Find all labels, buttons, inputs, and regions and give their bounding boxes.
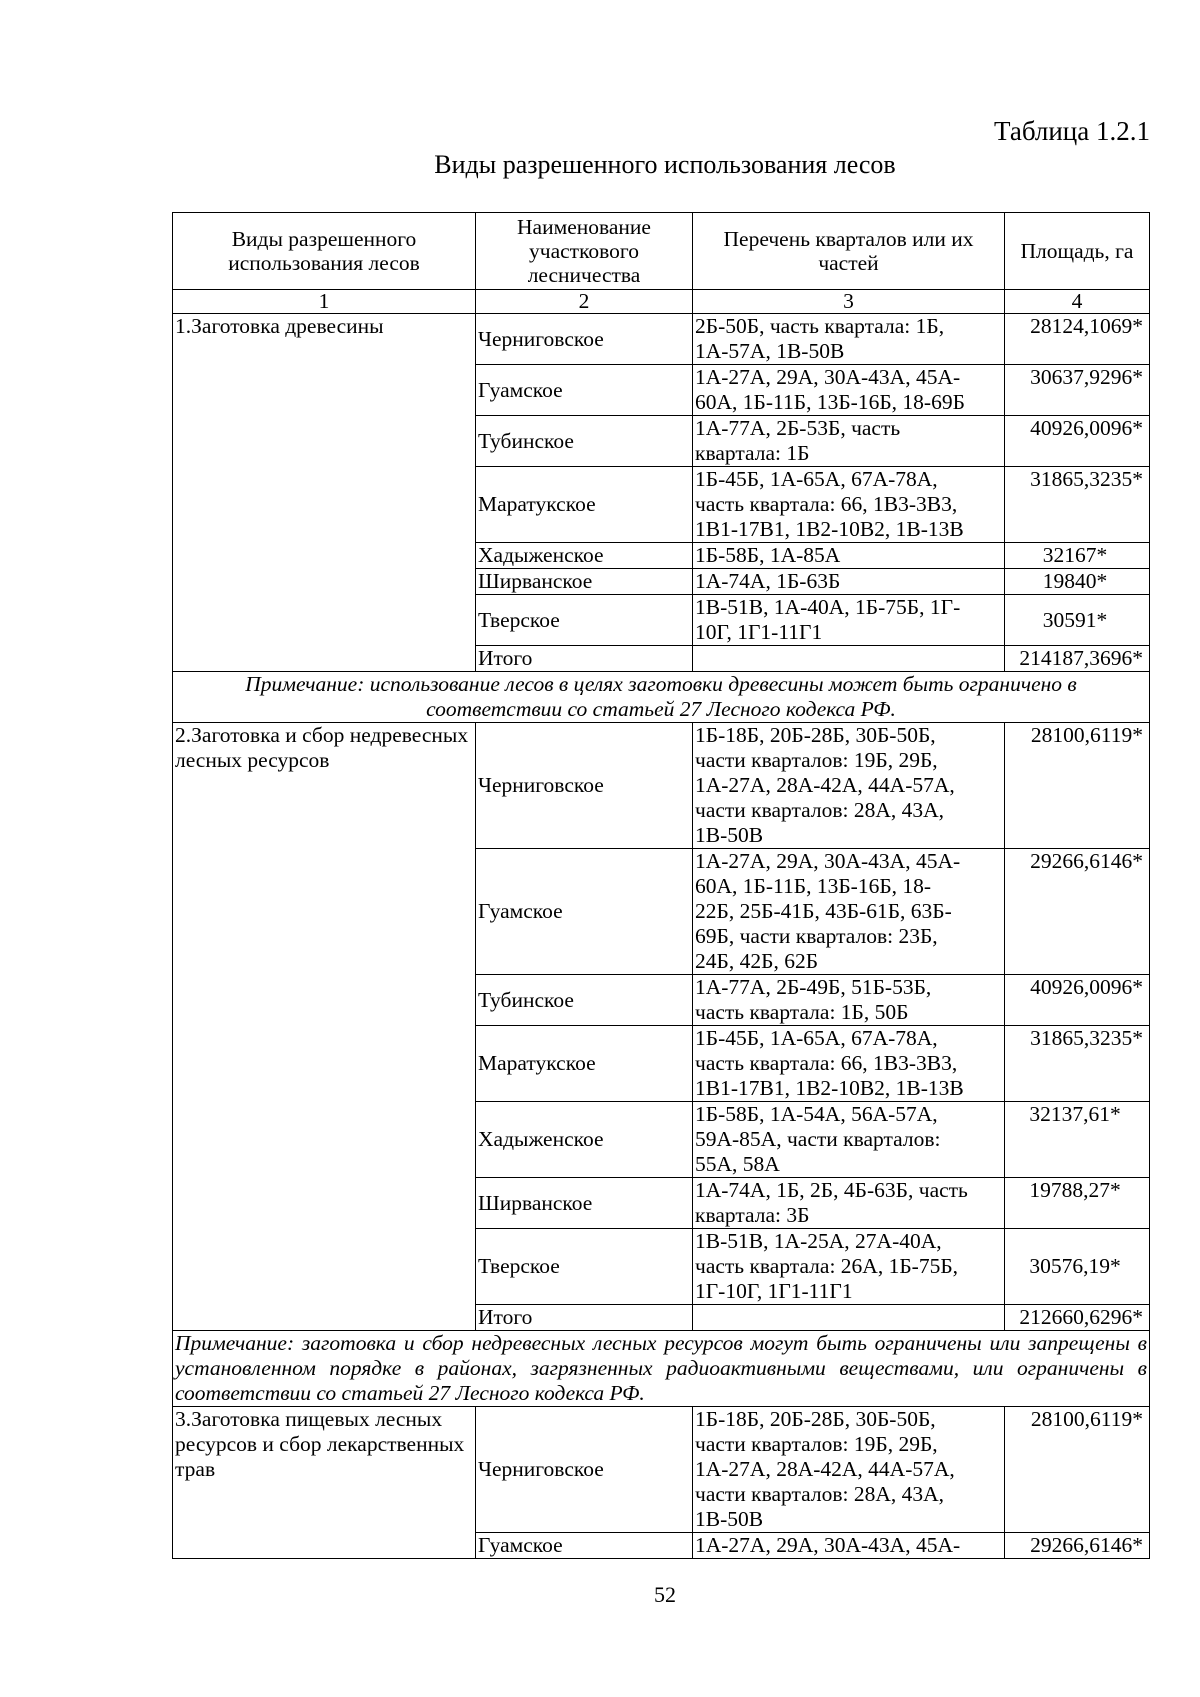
quarters-cell <box>693 1533 1005 1559</box>
quarters-line: часть квартала: 1Б, 50Б <box>695 1000 909 1024</box>
quarters-cell <box>693 1407 1005 1533</box>
header-use-type: Виды разрешенного использования лесов <box>173 213 476 290</box>
area-value: 40926,0096* <box>1005 975 1150 1026</box>
total-quarters-empty <box>693 1305 1005 1331</box>
quarters-line: 1Б-58Б, 1А-85А <box>695 543 841 567</box>
quarters-line: 1А-57А, 1В-50В <box>695 339 845 363</box>
forestry-name: Черниговское <box>476 723 693 849</box>
table-row <box>173 723 1150 849</box>
quarters-line: 59А-85А, части кварталов: <box>695 1127 941 1151</box>
area-value: 29266,6146* <box>1005 849 1150 975</box>
quarters-line: 1А-74А, 1Б, 2Б, 4Б-63Б, часть <box>695 1178 968 1202</box>
quarters-cell <box>693 569 1005 595</box>
table-row <box>173 314 1150 365</box>
quarters-line: части кварталов: 19Б, 29Б, <box>695 748 938 772</box>
quarters-line: 1А-27А, 28А-42А, 44А-57А, <box>695 1457 955 1481</box>
area-value: 28100,6119* <box>1005 1407 1150 1533</box>
quarters-line: 24Б, 42Б, 62Б <box>695 949 819 973</box>
area-value: 30576,19* <box>1005 1229 1150 1305</box>
forest-use-table <box>172 212 1150 1559</box>
area-value: 29266,6146* <box>1005 1533 1150 1559</box>
area-value: 32137,61* <box>1005 1102 1150 1178</box>
section-note: Примечание: заготовка и сбор недревесных лесных ресурсов могут быть ограничены или запрещены в установленном порядке в районах, загрязненных радиоактивными веществами, или ограничены в соответствии со статьей 27 Лесного кодекса РФ. <box>173 1331 1150 1407</box>
forestry-name: Хадыженское <box>476 543 693 569</box>
area-value: 40926,0096* <box>1005 416 1150 467</box>
quarters-line: 60А, 1Б-11Б, 13Б-16Б, 18-69Б <box>695 390 965 414</box>
header-forestry-name: Наименование участкового лесничества <box>476 213 693 290</box>
quarters-line: 1Б-45Б, 1А-65А, 67А-78А, <box>695 1026 938 1050</box>
quarters-line: часть квартала: 66, 1В3-3В3, <box>695 492 958 516</box>
forestry-name: Тверское <box>476 1229 693 1305</box>
total-quarters-empty <box>693 646 1005 672</box>
area-value: 19840* <box>1005 569 1150 595</box>
quarters-cell <box>693 975 1005 1026</box>
quarters-cell <box>693 1229 1005 1305</box>
column-number: 1 <box>173 290 476 314</box>
quarters-line: 1Б-58Б, 1А-54А, 56А-57А, <box>695 1102 938 1126</box>
forestry-name: Гуамское <box>476 849 693 975</box>
quarters-cell <box>693 1178 1005 1229</box>
quarters-line: 1Г-10Г, 1Г1-11Г1 <box>695 1279 853 1303</box>
forestry-name: Ширванское <box>476 1178 693 1229</box>
quarters-line: часть квартала: 26А, 1Б-75Б, <box>695 1254 959 1278</box>
quarters-cell <box>693 314 1005 365</box>
quarters-line: 1Б-18Б, 20Б-28Б, 30Б-50Б, <box>695 1407 936 1431</box>
total-label: Итого <box>476 1305 693 1331</box>
quarters-line: 1А-77А, 2Б-49Б, 51Б-53Б, <box>695 975 932 999</box>
quarters-cell <box>693 1026 1005 1102</box>
quarters-line: 1А-77А, 2Б-53Б, часть <box>695 416 901 440</box>
quarters-cell <box>693 1102 1005 1178</box>
quarters-line: 1А-27А, 29А, 30А-43А, 45А- <box>695 849 961 873</box>
quarters-line: 10Г, 1Г1-11Г1 <box>695 620 823 644</box>
quarters-line: 1А-27А, 28А-42А, 44А-57А, <box>695 773 955 797</box>
area-value: 30637,9296* <box>1005 365 1150 416</box>
forestry-name: Черниговское <box>476 1407 693 1533</box>
total-area: 214187,3696* <box>1005 646 1150 672</box>
forestry-name: Тверское <box>476 595 693 646</box>
area-value: 19788,27* <box>1005 1178 1150 1229</box>
header-area: Площадь, га <box>1005 213 1150 290</box>
area-value: 31865,3235* <box>1005 467 1150 543</box>
quarters-line: 1В1-17В1, 1В2-10В2, 1В-13В <box>695 1076 964 1100</box>
forestry-name: Маратукское <box>476 467 693 543</box>
area-value: 28124,1069* <box>1005 314 1150 365</box>
area-value: 30591* <box>1005 595 1150 646</box>
use-type-cell: 1.Заготовка древесины <box>173 314 476 672</box>
forestry-name: Гуамское <box>476 365 693 416</box>
forestry-name: Тубинское <box>476 416 693 467</box>
quarters-line: части кварталов: 19Б, 29Б, <box>695 1432 938 1456</box>
total-label: Итого <box>476 646 693 672</box>
quarters-line: части кварталов: 28А, 43А, <box>695 798 945 822</box>
note-row <box>173 672 1150 723</box>
quarters-line: квартала: 1Б <box>695 441 810 465</box>
table-number: Таблица 1.2.1 <box>994 116 1150 146</box>
quarters-line: квартала: 3Б <box>695 1203 810 1227</box>
quarters-line: 2Б-50Б, часть квартала: 1Б, <box>695 314 945 338</box>
quarters-line: 1В-50В <box>695 823 764 847</box>
page-number: 52 <box>654 1582 676 1607</box>
forestry-name: Черниговское <box>476 314 693 365</box>
quarters-line: 1В-50В <box>695 1507 764 1531</box>
forestry-name: Маратукское <box>476 1026 693 1102</box>
column-number: 2 <box>476 290 693 314</box>
quarters-line: 1Б-45Б, 1А-65А, 67А-78А, <box>695 467 938 491</box>
use-type-cell: 2.Заготовка и сбор недревесных лесных ресурсов <box>173 723 476 1331</box>
quarters-line: 60А, 1Б-11Б, 13Б-16Б, 18- <box>695 874 932 898</box>
note-row <box>173 1331 1150 1407</box>
header-row <box>173 213 1150 290</box>
total-area: 212660,6296* <box>1005 1305 1150 1331</box>
quarters-cell <box>693 467 1005 543</box>
table-row <box>173 1407 1150 1533</box>
quarters-cell <box>693 365 1005 416</box>
quarters-cell <box>693 543 1005 569</box>
forestry-name: Хадыженское <box>476 1102 693 1178</box>
header-quarters-list: Перечень кварталов или их частей <box>693 213 1005 290</box>
quarters-line: 1А-74А, 1Б-63Б <box>695 569 841 593</box>
area-value: 28100,6119* <box>1005 723 1150 849</box>
forestry-name: Гуамское <box>476 1533 693 1559</box>
quarters-line: 55А, 58А <box>695 1152 780 1176</box>
quarters-line: 1Б-18Б, 20Б-28Б, 30Б-50Б, <box>695 723 936 747</box>
quarters-line: 1В-51В, 1А-40А, 1Б-75Б, 1Г- <box>695 595 961 619</box>
quarters-line: части кварталов: 28А, 43А, <box>695 1482 945 1506</box>
column-number: 4 <box>1005 290 1150 314</box>
column-number-row <box>173 290 1150 314</box>
forestry-name: Тубинское <box>476 975 693 1026</box>
quarters-line: 1А-27А, 29А, 30А-43А, 45А- <box>695 1533 961 1557</box>
quarters-cell <box>693 595 1005 646</box>
quarters-line: 1В-51В, 1А-25А, 27А-40А, <box>695 1229 942 1253</box>
quarters-line: 1В1-17В1, 1В2-10В2, 1В-13В <box>695 517 964 541</box>
quarters-cell <box>693 416 1005 467</box>
quarters-cell <box>693 849 1005 975</box>
quarters-line: 1А-27А, 29А, 30А-43А, 45А- <box>695 365 961 389</box>
column-number: 3 <box>693 290 1005 314</box>
area-value: 32167* <box>1005 543 1150 569</box>
quarters-line: 22Б, 25Б-41Б, 43Б-61Б, 63Б- <box>695 899 952 923</box>
area-value: 31865,3235* <box>1005 1026 1150 1102</box>
use-type-cell: 3.Заготовка пищевых лесных ресурсов и сбор лекарственных трав <box>173 1407 476 1559</box>
table-title: Виды разрешенного использования лесов <box>434 150 896 179</box>
quarters-line: 69Б, части кварталов: 23Б, <box>695 924 938 948</box>
section-note: Примечание: использование лесов в целях заготовки древесины может быть ограничено в соответствии со статьей 27 Лесного кодекса РФ. <box>173 672 1150 723</box>
quarters-cell <box>693 723 1005 849</box>
quarters-line: часть квартала: 66, 1В3-3В3, <box>695 1051 958 1075</box>
forestry-name: Ширванское <box>476 569 693 595</box>
